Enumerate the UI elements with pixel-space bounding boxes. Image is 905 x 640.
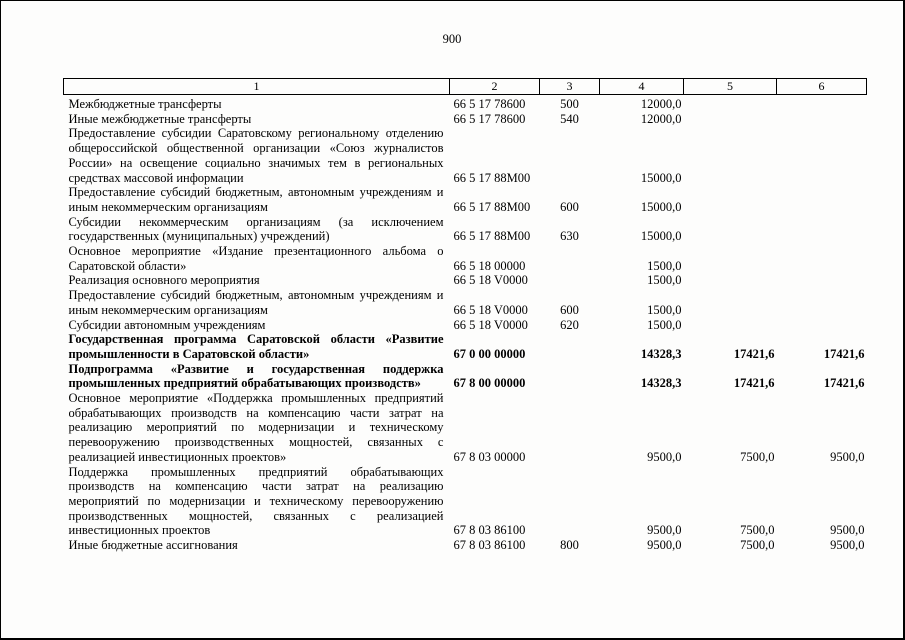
row-col5-cell: [684, 126, 777, 185]
column-header-2: 2: [450, 79, 540, 95]
row-col3-cell: [540, 273, 600, 288]
row-col6-cell: 17421,6: [823, 376, 865, 391]
row-col5-cell: 17421,6: [733, 346, 775, 361]
table-row: [64, 185, 867, 214]
row-col6-cell: [777, 95, 867, 112]
table-row: [64, 126, 867, 185]
column-header-5: 5: [684, 79, 777, 95]
row-col6-cell: [777, 126, 867, 185]
row-col6-cell: [777, 273, 867, 288]
row-title-cell: Субсидии некоммерческим организациям (за исключением государственных (муниципальных) учреждений): [68, 214, 444, 244]
row-col4-cell: 9500,0: [647, 538, 682, 553]
column-header-6: 6: [777, 79, 867, 95]
row-col4-cell: 1500,0: [647, 258, 682, 273]
row-title-cell: Реализация основного мероприятия: [68, 273, 260, 288]
row-col5-cell: [684, 95, 777, 112]
table-row: [64, 318, 867, 333]
row-col6-cell: [777, 288, 867, 317]
row-col4-cell: 9500,0: [647, 449, 682, 464]
row-col3-cell: [540, 362, 600, 391]
row-code-cell: 66 5 17 78600: [453, 97, 526, 111]
row-col3-cell: [540, 391, 600, 465]
table-row: [64, 273, 867, 288]
row-col3-cell: 600: [560, 199, 579, 214]
row-title-cell: Предоставление субсидий бюджетным, автономным учреждениям и иным некоммерческим организациям: [68, 185, 444, 214]
row-col5-cell: [684, 112, 777, 127]
row-code-cell: 67 8 00 00000: [453, 376, 526, 391]
table-row: [64, 288, 867, 317]
row-col4-cell: 14328,3: [640, 376, 682, 391]
row-col4-cell: 9500,0: [647, 523, 682, 538]
table-row: [64, 538, 867, 553]
row-code-cell: 67 8 03 86100: [453, 523, 526, 538]
table-row: [64, 362, 867, 391]
row-code-cell: 66 5 18 V0000: [453, 273, 528, 288]
row-title-cell: Предоставление субсидии Саратовскому региональному отделению общероссийской общественной организации «Союз журналистов России» на освещение социально значимых тем в региональных средствах массовой информации: [68, 126, 444, 185]
row-title-cell: Государственная программа Саратовской области «Развитие промышленности в Саратовской области»: [68, 332, 444, 361]
row-col5-cell: [684, 185, 777, 214]
row-col3-cell: 800: [560, 538, 579, 553]
row-col5-cell: 7500,0: [740, 538, 775, 553]
row-code-cell: 66 5 17 88М00: [453, 199, 531, 214]
row-col6-cell: 9500,0: [830, 523, 865, 538]
column-header-1: 1: [64, 79, 450, 95]
row-col6-cell: 9500,0: [830, 449, 865, 464]
row-title-cell: Субсидии автономным учреждениям: [68, 317, 266, 332]
row-title-cell: Подпрограмма «Развитие и государственная поддержка промышленных предприятий обрабатывающих производств»: [68, 361, 444, 391]
table-body: [64, 95, 867, 553]
row-code-cell: 67 0 00 00000: [453, 346, 526, 361]
row-col4-cell: 12000,0: [640, 111, 682, 126]
table-row: [64, 332, 867, 361]
row-col4-cell: 15000,0: [640, 170, 682, 185]
row-col5-cell: 7500,0: [740, 523, 775, 538]
budget-table: [63, 78, 867, 553]
row-col6-cell: [777, 318, 867, 333]
row-col4-cell: 12000,0: [640, 97, 682, 111]
row-col3-cell: 500: [560, 97, 579, 111]
row-col3-cell: [540, 244, 600, 273]
row-col5-cell: [684, 288, 777, 317]
row-col3-cell: 620: [560, 317, 579, 332]
row-code-cell: 67 8 03 86100: [453, 538, 526, 553]
table-header: [64, 79, 867, 95]
row-col3-cell: [540, 465, 600, 539]
row-title-cell: Основное мероприятие «Издание презентационного альбома о Саратовской области»: [68, 244, 444, 273]
row-code-cell: 66 5 18 00000: [453, 258, 526, 273]
row-code-cell: 66 5 17 88М00: [453, 229, 531, 244]
row-col3-cell: 630: [560, 229, 579, 244]
row-col4-cell: 1500,0: [647, 273, 682, 288]
row-title-cell: Предоставление субсидий бюджетным, автономным учреждениям и иным некоммерческим организациям: [68, 288, 444, 317]
row-col5-cell: [684, 318, 777, 333]
row-col3-cell: [540, 332, 600, 361]
row-col6-cell: [777, 215, 867, 244]
table-row: [64, 465, 867, 539]
row-col4-cell: 1500,0: [647, 317, 682, 332]
table-header-row: [64, 79, 867, 95]
page-number: 900: [442, 32, 462, 46]
row-col4-cell: 1500,0: [647, 302, 682, 317]
table-row: [64, 244, 867, 273]
row-title-cell: Основное мероприятие «Поддержка промышленных предприятий обрабатывающих производств на компенсацию части затрат на реализацию мероприятий по модернизации и техническому перевооружению производственных мощностей, связанных с реализацией инвестиционных проектов»: [68, 391, 444, 464]
table-row: [64, 391, 867, 465]
row-col3-cell: 600: [560, 302, 579, 317]
table-row: [64, 112, 867, 127]
table-row: [64, 95, 867, 112]
row-col6-cell: 9500,0: [830, 538, 865, 553]
row-col6-cell: [777, 244, 867, 273]
row-col4-cell: 15000,0: [640, 199, 682, 214]
row-col4-cell: 15000,0: [640, 229, 682, 244]
row-code-cell: 66 5 17 78600: [453, 111, 526, 126]
row-code-cell: 66 5 18 V0000: [453, 302, 528, 317]
column-header-4: 4: [600, 79, 684, 95]
row-col4-cell: 14328,3: [640, 346, 682, 361]
row-title-cell: Поддержка промышленных предприятий обрабатывающих производств на компенсацию части затрат на реализацию мероприятий по модернизации и техническому перевооружению производственных мощностей, связанных с реализацией инвестиционных проектов: [68, 464, 444, 538]
row-code-cell: 66 5 18 V0000: [453, 317, 528, 332]
table-row: [64, 215, 867, 244]
column-header-3: 3: [540, 79, 600, 95]
row-title-cell: Иные бюджетные ассигнования: [68, 538, 238, 553]
row-col5-cell: [684, 273, 777, 288]
row-col6-cell: 17421,6: [823, 346, 865, 361]
row-col3-cell: [540, 126, 600, 185]
row-col5-cell: 17421,6: [733, 376, 775, 391]
row-code-cell: 67 8 03 00000: [453, 449, 526, 464]
row-code-cell: 66 5 17 88М00: [453, 170, 531, 185]
row-col5-cell: [684, 215, 777, 244]
row-col5-cell: [684, 244, 777, 273]
row-title-cell: Межбюджетные трансферты: [68, 97, 222, 111]
row-col6-cell: [777, 185, 867, 214]
row-title-cell: Иные межбюджетные трансферты: [68, 111, 252, 126]
row-col6-cell: [777, 112, 867, 127]
row-col3-cell: 540: [560, 111, 579, 126]
row-col5-cell: 7500,0: [740, 449, 775, 464]
